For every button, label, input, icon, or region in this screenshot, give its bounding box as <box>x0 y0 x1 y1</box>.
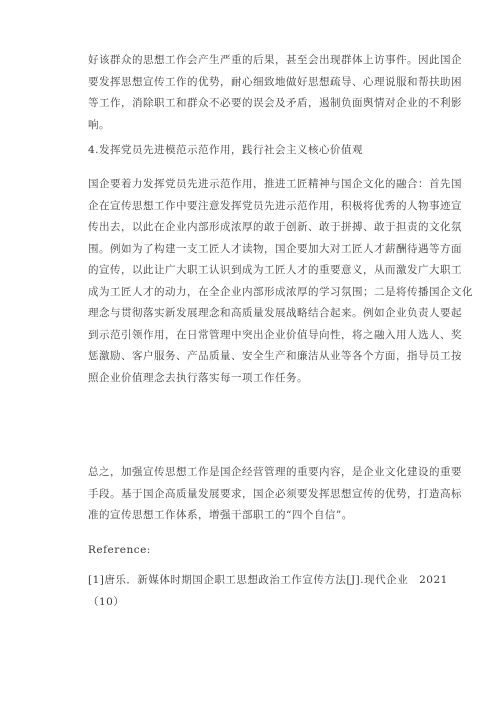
text-line: 企在宣传思想工作中要注意发挥党员先进示范作用，积极将优秀的人物事迹宣 <box>88 199 462 212</box>
reference-item <box>88 570 448 613</box>
references-title: Reference: <box>88 544 151 556</box>
text-line: 的宣传，以此让广大职工认识到成为工匠人才的重要意义，从而激发广大职工 <box>88 264 462 276</box>
text-line: 总之，加强宣传思想工作是国企经营管理的重要内容，是企业文化建设的重要 <box>88 466 462 478</box>
text-line: 照企业价值理念去执行落实每一项工作任务。 <box>88 371 308 384</box>
heading-text: 4.发挥党员先进模范示范作用，践行社会主义核心价值观 <box>88 144 364 156</box>
text-line: 传出去，以此在企业内部形成浓厚的敢于创新、敢于拼搏、敢于担责的文化氛 <box>88 221 462 233</box>
text-line: 要发挥思想宣传工作的优势，耐心细致地做好思想疏导、心理说服和帮扶助困 <box>88 75 462 88</box>
text-line: 手段。基于国企高质量发展要求，国企必须要发挥思想宣传的优势，打造高标 <box>88 487 462 500</box>
reference-text-line: [1]唐乐．新媒体时期国企职工思想政治工作宣传方法[J].现代企业 2021 <box>88 574 448 586</box>
reference-text-line: （10） <box>88 595 125 608</box>
text-line: 国企要着力发挥党员先进示范作用，推进工匠精神与国企文化的融合：首先国 <box>88 178 462 190</box>
paragraph-conclusion <box>88 462 462 527</box>
paragraph-consequences <box>88 50 462 136</box>
text-line: 理念与贯彻落实新发展理念和高质量发展战略结合起来。例如企业负责人要起 <box>88 307 462 319</box>
text-line: 成为工匠人才的动力，在全企业内部形成浓厚的学习氛围；二是将传播国企文化 <box>88 285 473 298</box>
text-line: 响。 <box>88 118 110 131</box>
text-line: 准的宣传思想工作体系，增强干部职工的“四个自信”。 <box>88 509 353 521</box>
text-line: 到示范引领作用，在日常管理中突出企业价值导向性，将之融入用人选人、奖 <box>88 328 462 341</box>
text-line: 好该群众的思想工作会产生严重的后果，甚至会出现群体上访事件。因此国企 <box>88 54 462 66</box>
section-heading-4 <box>88 140 424 162</box>
paragraph-party-members <box>88 174 473 389</box>
references-heading <box>88 540 424 562</box>
text-line: 围。例如为了构建一支工匠人才读物，国企要加大对工匠人才薪酬待遇等方面 <box>88 242 462 255</box>
text-line: 等工作，消除职工和群众不必要的误会及矛盾，遏制负面舆情对企业的不利影 <box>88 97 462 109</box>
text-line: 惩激励、客户服务、产品质量、安全生产和廉洁从业等各个方面，指导员工按 <box>88 350 462 362</box>
